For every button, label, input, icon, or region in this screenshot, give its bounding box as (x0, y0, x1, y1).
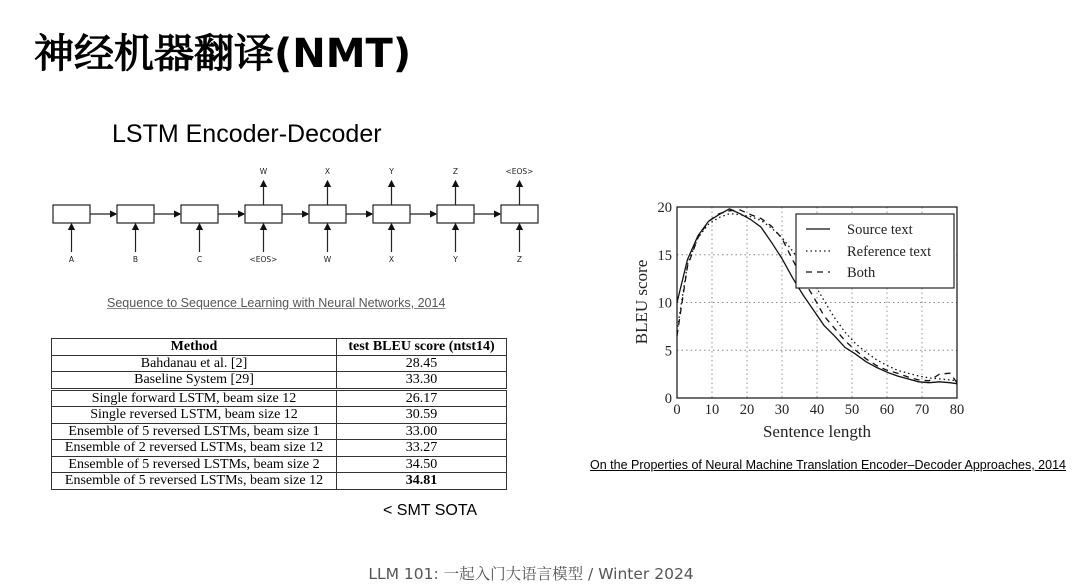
score-cell: 33.00 (337, 423, 507, 440)
x-tick-label: 60 (879, 402, 895, 418)
y-tick-label: 5 (664, 343, 672, 360)
method-cell: Ensemble of 2 reversed LSTMs, beam size 12 (52, 440, 337, 457)
method-cell: Single forward LSTM, beam size 12 (52, 389, 337, 407)
chart-citation-link[interactable]: On the Properties of Neural Machine Translation Encoder–Decoder Approaches, 2014 (590, 458, 1066, 472)
output-token-label: X (324, 167, 331, 176)
y-axis-label: BLEU score (632, 259, 651, 345)
legend-label-both: Both (847, 265, 876, 281)
x-tick-label: 10 (704, 402, 720, 418)
method-cell: Ensemble of 5 reversed LSTMs, beam size 12 (52, 473, 337, 490)
page-title: 神经机器翻译(NMT) (34, 31, 412, 77)
input-token-label: C (196, 255, 203, 264)
score-cell: 30.59 (337, 407, 507, 424)
lstm-cell (309, 205, 346, 223)
seq2seq-diagram (50, 162, 550, 272)
method-cell: Ensemble of 5 reversed LSTMs, beam size 2 (52, 456, 337, 473)
method-cell: Single reversed LSTM, beam size 12 (52, 407, 337, 424)
lstm-cell (245, 205, 282, 223)
slide-footer: LLM 101: 一起入门大语言模型 / Winter 2024 (368, 565, 694, 583)
score-cell: 28.45 (337, 355, 507, 372)
lstm-cell (501, 205, 538, 223)
input-token-label: A (68, 255, 75, 264)
input-token-label: <EOS> (249, 255, 278, 264)
column-header-score: test BLEU score (ntst14) (337, 339, 507, 356)
input-token-label: Z (516, 255, 523, 264)
input-token-label: W (323, 255, 332, 264)
best-score-cell: 34.81 (337, 473, 507, 490)
output-token-label: W (259, 167, 268, 176)
score-cell: 34.50 (337, 456, 507, 473)
table-row (52, 355, 507, 372)
table-row (52, 372, 507, 390)
section-subtitle: LSTM Encoder-Decoder (112, 120, 382, 148)
y-tick-label: 10 (657, 295, 672, 312)
table-row (52, 389, 507, 407)
score-cell: 26.17 (337, 389, 507, 407)
results-table (51, 338, 507, 490)
lstm-cell (373, 205, 410, 223)
y-tick-label: 0 (664, 391, 672, 407)
x-axis-label: Sentence length (762, 422, 872, 441)
lstm-cell (117, 205, 154, 223)
bleu-chart (620, 196, 980, 446)
smt-sota-note: < SMT SOTA (383, 502, 478, 519)
output-token-label: Y (389, 167, 394, 176)
x-tick-label: 50 (844, 402, 860, 418)
column-header-method: Method (52, 339, 337, 356)
x-tick-label: 40 (809, 402, 825, 418)
output-token-label: Z (452, 167, 459, 176)
table-header-row (52, 339, 507, 356)
output-token-label: <EOS> (505, 167, 534, 176)
score-cell: 33.27 (337, 440, 507, 457)
x-tick-label: 70 (914, 402, 930, 418)
table-row (52, 440, 507, 457)
table-row (52, 456, 507, 473)
method-cell: Ensemble of 5 reversed LSTMs, beam size 1 (52, 423, 337, 440)
lstm-cell (53, 205, 90, 223)
x-tick-label: 0 (673, 402, 681, 418)
method-cell: Baseline System [29] (52, 372, 337, 390)
score-cell: 33.30 (337, 372, 507, 390)
x-tick-label: 20 (739, 402, 755, 418)
input-token-label: Y (453, 255, 458, 264)
input-token-label: B (132, 255, 139, 264)
y-tick-label: 20 (657, 200, 672, 216)
method-cell: Bahdanau et al. [2] (52, 355, 337, 372)
table-row (52, 423, 507, 440)
lstm-cell (437, 205, 474, 223)
y-tick-label: 15 (657, 247, 672, 264)
legend-label-reference: Reference text (847, 244, 932, 260)
diagram-citation-link[interactable]: Sequence to Sequence Learning with Neural Networks, 2014 (107, 296, 446, 310)
x-tick-label: 30 (774, 402, 790, 418)
chart-legend (796, 214, 954, 288)
legend-label-source: Source text (847, 222, 913, 238)
lstm-cell (181, 205, 218, 223)
table-row (52, 473, 507, 490)
input-token-label: X (388, 255, 395, 264)
x-tick-label: 80 (949, 402, 965, 418)
table-row (52, 407, 507, 424)
